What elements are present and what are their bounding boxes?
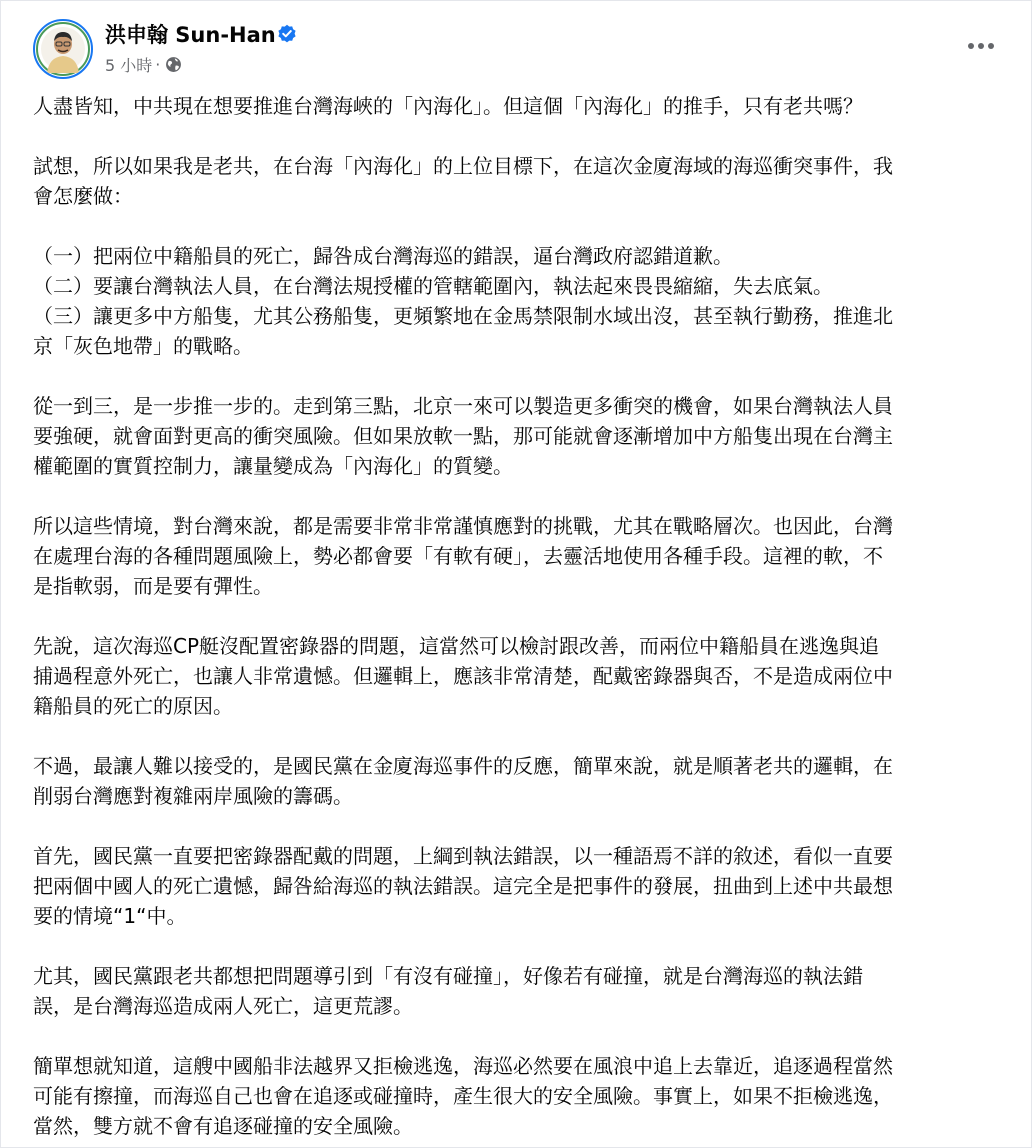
post-body [33,91,1003,1141]
meta-separator: · [155,54,161,74]
post-paragraph: 不過，最讓人難以接受的，是國民黨在金廈海巡事件的反應，簡單來說，就是順著老共的邏輯，在 削弱台灣應對複雜兩岸風險的籌碼。 [33,754,893,808]
post-paragraph: 首先，國民黨一直要把密錄器配戴的問題，上綱到執法錯誤，以一種語焉不詳的敘述，看似一直要 把兩個中國人的死亡遺憾，歸咎給海巡的執法錯誤。這完全是把事件的發展，扭曲到上述中共最想 要的情境“1“中。 [33,844,893,928]
globe-icon[interactable] [165,56,182,73]
post-paragraph: 先說，這次海巡CP艇沒配置密錄器的問題，這當然可以檢討跟改善，而兩位中籍船員在逃逸與追 捕過程意外死亡，也讓人非常遺憾。但邏輯上，應該非常清楚，配戴密錄器與否，不是造成兩位中 籍船員的死亡的原因。 [33,634,893,718]
post-paragraph: 尤其，國民黨跟老共都想把問題導引到「有沒有碰撞」，好像若有碰撞，就是台灣海巡的執法錯 誤，是台灣海巡造成兩人死亡，這更荒謬。 [33,964,863,1018]
more-options-button[interactable] [961,31,1001,61]
post-header [33,17,1001,81]
post-timestamp[interactable]: 5 小時 [105,55,153,75]
post-paragraph: 所以這些情境，對台灣來說，都是需要非常非常謹慎應對的挑戰，尤其在戰略層次。也因此，台灣 在處理台海的各種問題風險上，勢必都會要「有軟有硬」，去靈活地使用各種手段。這裡的軟，不 是指軟弱，而是要有彈性。 [33,514,893,598]
verified-badge-icon [277,24,297,44]
author-name[interactable]: 洪申翰 Sun-Han [105,23,276,47]
more-horizontal-icon [967,42,995,50]
post-meta [105,53,182,75]
post-paragraph: 從一到三，是一步推一步的。走到第三點，北京一來可以製造更多衝突的機會，如果台灣執法人員 要強硬，就會面對更高的衝突風險。但如果放軟一點，那可能就會逐漸增加中方船隻出現在台灣主 權範圍的實質控制力，讓量變成為「內海化」的質變。 [33,394,893,478]
post-paragraph: 試想，所以如果我是老共，在台海「內海化」的上位目標下，在這次金廈海域的海巡衝突事件，我 會怎麼做： [33,154,893,208]
post-paragraph: 人盡皆知，中共現在想要推進台灣海峽的「內海化」。但這個「內海化」的推手，只有老共嗎？ [33,94,863,118]
post-paragraph: 簡單想就知道，這艘中國船非法越界又拒檢逃逸，海巡必然要在風浪中追上去靠近，追逐過程當然 可能有擦撞，而海巡自己也會在追逐或碰撞時，產生很大的安全風險。事實上，如果不拒檢逃逸， 當然，雙方就不會有追逐碰撞的安全風險。 [33,1054,893,1138]
avatar-image [35,21,91,77]
post-paragraph: （一）把兩位中籍船員的死亡，歸咎成台灣海巡的錯誤，逼台灣政府認錯道歉。 （二）要讓台灣執法人員，在台灣法規授權的管轄範圍內，執法起來畏畏縮縮，失去底氣。 （三）讓更多中方船隻，尤其公務船隻，更頻繁地在金馬禁限制水域出沒，甚至執行勤務，推進北 京「灰色地帶」的戰略。 [33,244,893,358]
avatar[interactable] [33,19,93,79]
